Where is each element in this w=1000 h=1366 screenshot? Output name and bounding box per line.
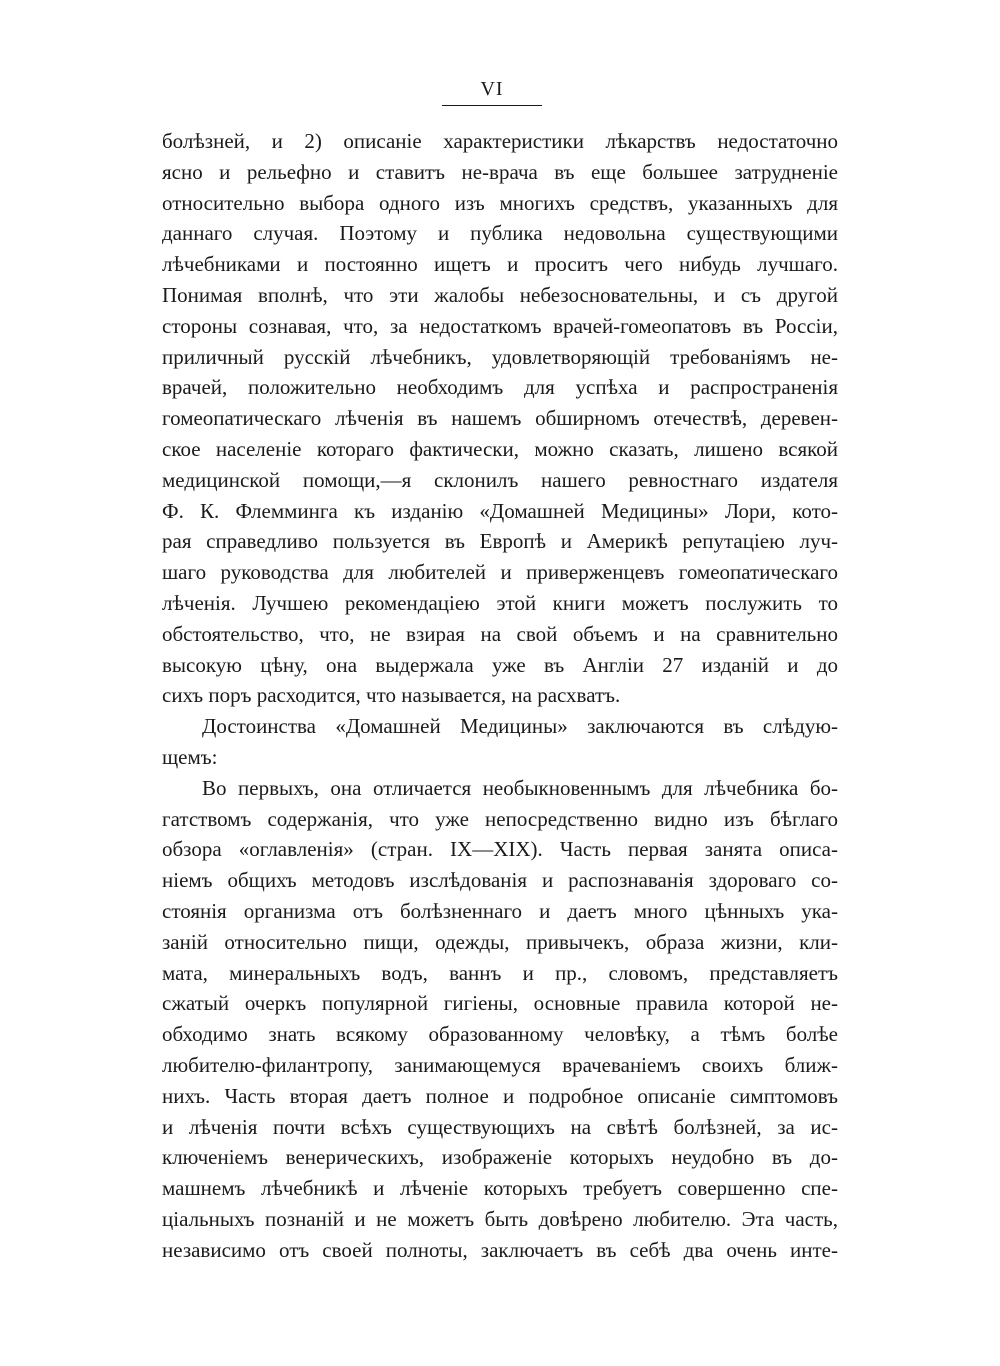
text-line: машнемъ лѣчебникѣ и лѣченіе которыхъ требуетъ совершенно спе- <box>162 1176 838 1201</box>
paragraph-end-line: щемъ: <box>162 744 218 769</box>
text-line: ціальныхъ познаній и не можетъ быть довѣрено любителю. Эта часть, <box>162 1206 838 1231</box>
text-line: медицинской помощи,—я склонилъ нашего ревностнаго издателя <box>162 467 838 492</box>
text-line: гомеопатическаго лѣченія въ нашемъ обширномъ отечествѣ, деревен- <box>162 406 838 431</box>
text-line: любителю-филантропу, занимающемуся врачеваніемъ своихъ ближ- <box>162 1052 838 1077</box>
text-line: врачей, положительно необходимъ для успѣха и распространенія <box>162 375 838 400</box>
text-line: стороны сознавая, что, за недостаткомъ врачей-гомеопатовъ въ Россіи, <box>162 313 838 338</box>
text-line: Понимая вполнѣ, что эти жалобы небезосновательны, и съ другой <box>162 282 838 307</box>
body-text <box>162 126 838 1265</box>
text-line: шаго руководства для любителей и приверженцевъ гомеопатическаго <box>162 560 838 585</box>
page-number: VI <box>480 78 504 100</box>
text-line: и лѣченія почти всѣхъ существующихъ на свѣтѣ болѣзней, за ис- <box>162 1114 838 1139</box>
text-line: приличный русскій лѣчебникъ, удовлетворяющій требованіямъ не- <box>162 344 838 369</box>
text-line: обходимо знать всякому образованному человѣку, а тѣмъ болѣе <box>162 1022 838 1047</box>
text-line: мата, минеральныхъ водъ, ваннъ и пр., словомъ, представляетъ <box>162 960 838 985</box>
paragraph-start-line: Во первыхъ, она отличается необыкновеннымъ для лѣчебника бо- <box>202 775 838 800</box>
text-line: лѣчебниками и постоянно ищетъ и проситъ чего нибудь лучшаго. <box>162 252 838 277</box>
paragraph-start-line: Достоинства «Домашней Медицины» заключаются въ слѣдую- <box>202 714 838 739</box>
text-line: рая справедливо пользуется въ Европѣ и Америкѣ репутаціею луч- <box>162 529 838 554</box>
text-line: даннаго случая. Поэтому и публика недовольна существующими <box>162 221 838 246</box>
text-line: обстоятельство, что, не взирая на свой объемъ и на сравнительно <box>162 621 838 646</box>
text-line: болѣзней, и 2) описаніе характеристики лѣкарствъ недостаточно <box>162 129 838 153</box>
text-line: гатствомъ содержанія, что уже непосредственно видно изъ бѣглаго <box>162 806 838 831</box>
text-line: обзора «оглавленія» (стран. IX—XIX). Часть первая занята описа- <box>162 837 838 862</box>
paragraph-end-line: сихъ поръ расходится, что называется, на расхватъ. <box>162 683 621 708</box>
text-line: заній относительно пищи, одежды, привычекъ, образа жизни, кли- <box>162 929 838 954</box>
text-line: нихъ. Часть вторая даетъ полное и подробное описаніе симптомовъ <box>162 1083 838 1108</box>
text-line: стоянія организма отъ болѣзненнаго и даетъ много цѣнныхъ ука- <box>162 898 838 923</box>
text-line: ясно и рельефно и ставитъ не-врача въ еще большее затрудненіе <box>162 159 838 184</box>
text-line: независимо отъ своей полноты, заключаетъ въ себѣ два очень инте- <box>162 1237 838 1262</box>
page-number-rule <box>442 105 542 106</box>
text-line: ское населеніе котораго фактически, можно сказать, лишено всякой <box>162 436 838 461</box>
text-line: относительно выбора одного изъ многихъ средствъ, указанныхъ для <box>162 190 838 215</box>
text-line: лѣченія. Лучшею рекомендаціею этой книги можетъ послужить то <box>162 590 838 615</box>
text-line: ключеніемъ венерическихъ, изображеніе которыхъ неудобно въ до- <box>162 1145 838 1170</box>
text-line: Ф. К. Флемминга къ изданію «Домашней Медицины» Лори, кото- <box>162 498 838 523</box>
text-line: сжатый очеркъ популярной гигіены, основные правила которой не- <box>162 991 838 1016</box>
text-line: высокую цѣну, она выдержала уже въ Англіи 27 изданій и до <box>162 652 838 677</box>
text-line: ніемъ общихъ методовъ изслѣдованія и распознаванія здороваго со- <box>162 868 838 893</box>
